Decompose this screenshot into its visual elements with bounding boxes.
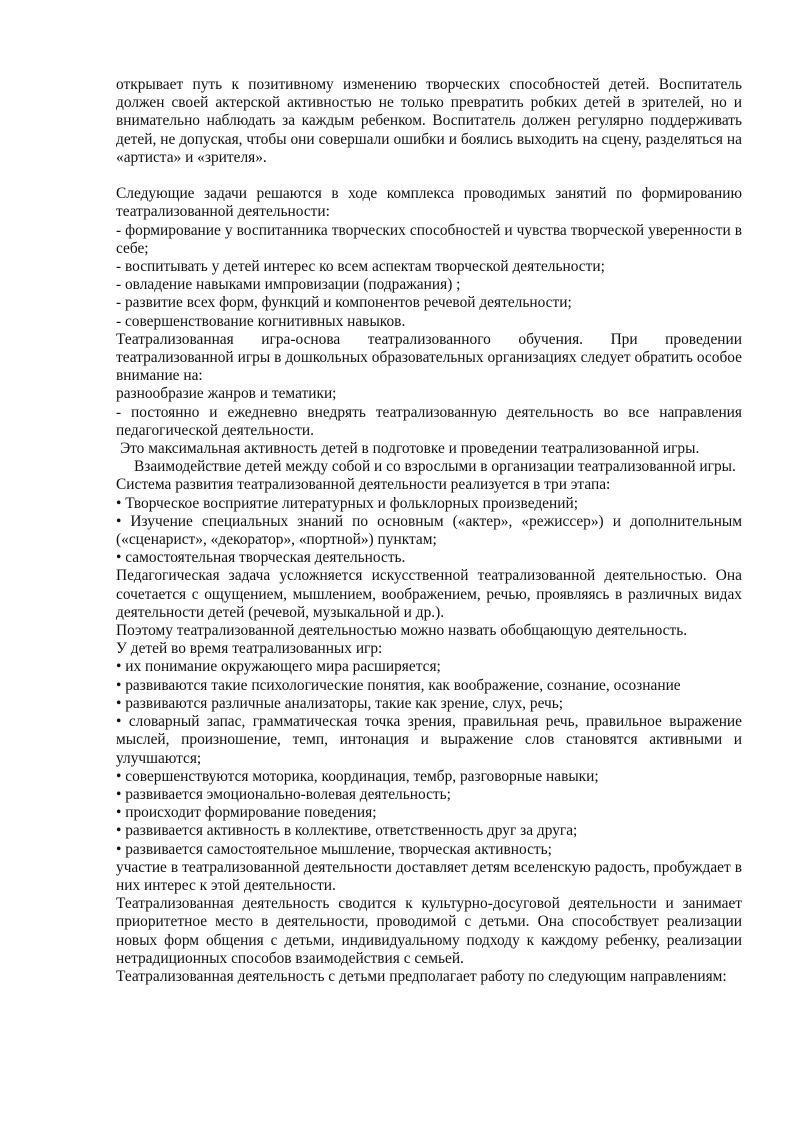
paragraph: Следующие задачи решаются в ходе комплекса проводимых занятий по формированию театрализованной деятельности: [116, 185, 742, 221]
list-item: • развивается эмоционально-волевая деятельность; [116, 785, 451, 803]
list-item: - постоянно и ежедневно внедрять театрализованную деятельность во все направления педагогической деятельности. [116, 403, 742, 439]
paragraph: Театрализованная деятельность с детьми предполагает работу по следующим направлениям: [116, 967, 727, 985]
paragraph: Взаимодействие детей между собой и со взрослыми в организации театрализованной игры. [134, 458, 736, 476]
list-item: • развиваются такие психологические понятия, как воображение, сознание, осознание [116, 676, 681, 694]
paragraph: участие в театрализованной деятельности доставляет детям вселенскую радость, пробуждает в них интерес к этой деятельности. [116, 858, 742, 894]
paragraph: разнообразие жанров и тематики; [116, 385, 337, 403]
list-item: - совершенствование когнитивных навыков. [116, 312, 406, 330]
list-item: • развивается самостоятельное мышление, творческая активность; [116, 840, 552, 858]
list-item: - воспитывать у детей интерес ко всем аспектам творческой деятельности; [116, 258, 605, 276]
list-item: - овладение навыками импровизации (подражания) ; [116, 276, 461, 294]
paragraph-gap [116, 167, 742, 185]
paragraph: Это максимальная активность детей в подготовке и проведении театрализованной игры. [120, 440, 700, 458]
paragraph: Педагогическая задача усложняется искусственной театрализованной деятельностью. Она сочетается с ощущением, мышлением, воображением, речью, проявляясь в различных видах деятельности детей (речевой, музыкальной и др.). [116, 567, 742, 621]
paragraph: Поэтому театрализованной деятельностью можно назвать обобщающую деятельность. [116, 622, 688, 640]
paragraph: Театрализованная игра-основа театрализованного обучения. При проведении театрализованной игры в дошкольных образовательных организациях следует обратить особое внимание на: [116, 330, 742, 385]
paragraph: открывает путь к позитивному изменению творческих способностей детей. Воспитатель должен своей актерской активностью не только превратить робких детей в зрителей, но и внимательно наблюдать за каждым ребенком. Воспитатель должен регулярно поддерживать детей, не допуская, чтобы они совершали ошибки и боялись выходить на сцену, разделяться на «артиста» и «зрителя». [116, 76, 742, 166]
list-item: • словарный запас, грамматическая точка зрения, правильная речь, правильное выражение мыслей, произношение, темп, интонация и выражение слов становятся активными и улучшаются; [116, 713, 742, 767]
list-item: - формирование у воспитанника творческих способностей и чувства творческой уверенности в себе; [116, 221, 742, 257]
list-item: • Изучение специальных знаний по основным («актер», «режиссер») и дополнительным («сценарист», «декоратор», «портной») пунктам; [116, 512, 742, 549]
list-item: - развитие всех форм, функций и компонентов речевой деятельности; [116, 294, 572, 312]
paragraph: Театрализованная деятельность сводится к культурно-досуговой деятельности и занимает приоритетное место в деятельности, проводимой с детьми. Она способствует реализации новых форм общения с детьми, индивидуальному подходу к каждому ребенку, реализации нетрадиционных способов взаимодействия с семьей. [116, 895, 742, 967]
paragraph: Система развития театрализованной деятельности реализуется в три этапа: [116, 476, 611, 494]
list-item: • развивается активность в коллективе, ответственность друг за друга; [116, 822, 578, 840]
document-page [116, 76, 742, 986]
list-item: • их понимание окружающего мира расширяется; [116, 658, 441, 676]
list-item: • совершенствуются моторика, координация, тембр, разговорные навыки; [116, 767, 599, 785]
list-item: • Творческое восприятие литературных и фольклорных произведений; [116, 494, 578, 512]
list-item: • самостоятельная творческая деятельность. [116, 549, 406, 567]
list-item: • развиваются различные анализаторы, такие как зрение, слух, речь; [116, 694, 564, 712]
paragraph: У детей во время театрализованных игр: [116, 640, 383, 658]
list-item: • происходит формирование поведения; [116, 804, 377, 822]
